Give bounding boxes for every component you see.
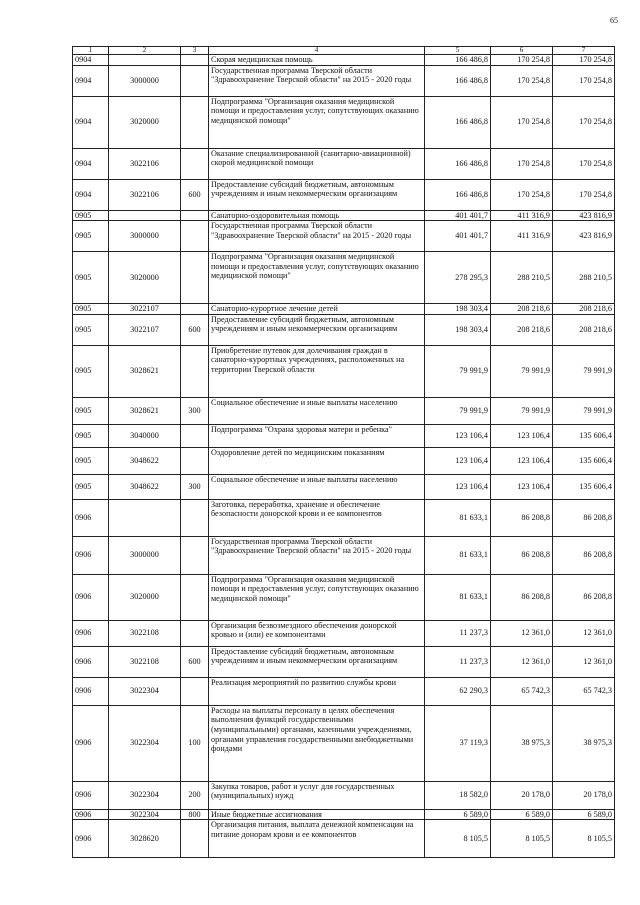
column-header: 2 — [109, 47, 181, 55]
expense-type-cell — [181, 65, 209, 96]
amount-2016-cell: 6 589,0 — [491, 809, 553, 820]
amount-2017-cell: 86 208,8 — [553, 574, 615, 620]
target-article-cell: 3022304 — [109, 677, 181, 705]
expense-type-cell — [181, 424, 209, 447]
expense-type-cell: 300 — [181, 397, 209, 424]
expense-type-cell — [181, 499, 209, 536]
amount-2016-cell: 170 254,8 — [491, 55, 553, 66]
table-row — [73, 620, 615, 646]
item-name-cell: Заготовка, переработка, хранение и обеспечение безопасности донорской крови и ее компонентов — [209, 499, 425, 536]
amount-2015-cell: 123 106,4 — [425, 447, 491, 474]
section-code-cell: 0905 — [73, 424, 109, 447]
target-article-cell: 3022106 — [109, 148, 181, 179]
amount-2017-cell: 170 254,8 — [553, 148, 615, 179]
amount-2016-cell: 170 254,8 — [491, 179, 553, 210]
amount-2015-cell: 6 589,0 — [425, 809, 491, 820]
amount-2017-cell: 12 361,0 — [553, 646, 615, 677]
section-code-cell: 0905 — [73, 210, 109, 221]
amount-2016-cell: 79 991,9 — [491, 397, 553, 424]
expense-type-cell — [181, 574, 209, 620]
item-name-cell: Иные бюджетные ассигнования — [209, 809, 425, 820]
expense-type-cell — [181, 221, 209, 252]
amount-2015-cell: 401 401,7 — [425, 221, 491, 252]
amount-2015-cell: 166 486,8 — [425, 179, 491, 210]
section-code-cell: 0905 — [73, 252, 109, 304]
amount-2015-cell: 81 633,1 — [425, 536, 491, 574]
table-row — [73, 705, 615, 781]
section-code-cell: 0906 — [73, 620, 109, 646]
column-header: 1 — [73, 47, 109, 55]
section-code-cell: 0906 — [73, 677, 109, 705]
section-code-cell: 0905 — [73, 474, 109, 499]
page-number: 65 — [610, 16, 618, 25]
table-row — [73, 677, 615, 705]
table-row — [73, 179, 615, 210]
table-row — [73, 65, 615, 96]
section-code-cell: 0904 — [73, 179, 109, 210]
expense-type-cell — [181, 447, 209, 474]
amount-2015-cell: 278 295,3 — [425, 252, 491, 304]
item-name-cell: Предоставление субсидий бюджетным, автономным учреждениям и иным некоммерческим организациям — [209, 646, 425, 677]
expense-type-cell: 600 — [181, 646, 209, 677]
section-code-cell: 0906 — [73, 781, 109, 809]
table-row — [73, 646, 615, 677]
target-article-cell: 3022108 — [109, 620, 181, 646]
amount-2016-cell: 8 105,5 — [491, 820, 553, 858]
amount-2015-cell: 62 290,3 — [425, 677, 491, 705]
amount-2015-cell: 198 303,4 — [425, 314, 491, 345]
section-code-cell: 0905 — [73, 304, 109, 315]
target-article-cell: 3000000 — [109, 221, 181, 252]
expense-type-cell — [181, 345, 209, 397]
amount-2016-cell: 86 208,8 — [491, 536, 553, 574]
amount-2015-cell: 18 582,0 — [425, 781, 491, 809]
expense-type-cell: 100 — [181, 705, 209, 781]
section-code-cell: 0905 — [73, 221, 109, 252]
amount-2015-cell: 81 633,1 — [425, 499, 491, 536]
amount-2015-cell: 123 106,4 — [425, 424, 491, 447]
table-row — [73, 210, 615, 221]
table-row — [73, 474, 615, 499]
amount-2016-cell: 86 208,8 — [491, 574, 553, 620]
table-row — [73, 447, 615, 474]
section-code-cell: 0905 — [73, 314, 109, 345]
item-name-cell: Оказание специализированной (санитарно-авиационной) скорой медицинской помощи — [209, 148, 425, 179]
table-row — [73, 148, 615, 179]
amount-2015-cell: 166 486,8 — [425, 96, 491, 148]
section-code-cell: 0905 — [73, 345, 109, 397]
table-row — [73, 424, 615, 447]
target-article-cell: 3020000 — [109, 252, 181, 304]
expense-type-cell — [181, 677, 209, 705]
amount-2015-cell: 198 303,4 — [425, 304, 491, 315]
target-article-cell: 3022108 — [109, 646, 181, 677]
expense-type-cell — [181, 620, 209, 646]
table-header-row — [73, 47, 615, 55]
expense-type-cell — [181, 820, 209, 858]
amount-2017-cell: 170 254,8 — [553, 96, 615, 148]
amount-2017-cell: 20 178,0 — [553, 781, 615, 809]
section-code-cell: 0906 — [73, 809, 109, 820]
expense-type-cell: 600 — [181, 314, 209, 345]
item-name-cell: Государственная программа Тверской области "Здравоохранение Тверской области" на 2015 - 2020 годы — [209, 221, 425, 252]
amount-2017-cell: 79 991,9 — [553, 345, 615, 397]
expense-type-cell — [181, 148, 209, 179]
amount-2016-cell: 170 254,8 — [491, 96, 553, 148]
section-code-cell: 0906 — [73, 574, 109, 620]
target-article-cell: 3022106 — [109, 179, 181, 210]
target-article-cell: 3022304 — [109, 781, 181, 809]
target-article-cell: 3022304 — [109, 809, 181, 820]
column-header: 7 — [553, 47, 615, 55]
target-article-cell: 3048622 — [109, 474, 181, 499]
target-article-cell: 3020000 — [109, 96, 181, 148]
expense-type-cell — [181, 96, 209, 148]
table-row — [73, 252, 615, 304]
section-code-cell: 0904 — [73, 65, 109, 96]
amount-2015-cell: 401 401,7 — [425, 210, 491, 221]
amount-2017-cell: 135 606,4 — [553, 474, 615, 499]
item-name-cell: Подпрограмма "Организация оказания медицинской помощи и предоставления услуг, сопутствующих оказанию медицинской помощи" — [209, 574, 425, 620]
amount-2016-cell: 411 316,9 — [491, 221, 553, 252]
amount-2017-cell: 12 361,0 — [553, 620, 615, 646]
column-header: 6 — [491, 47, 553, 55]
target-article-cell — [109, 210, 181, 221]
amount-2015-cell: 79 991,9 — [425, 397, 491, 424]
amount-2017-cell: 38 975,3 — [553, 705, 615, 781]
amount-2016-cell: 86 208,8 — [491, 499, 553, 536]
table-row — [73, 304, 615, 315]
section-code-cell: 0904 — [73, 55, 109, 66]
amount-2017-cell: 423 816,9 — [553, 221, 615, 252]
amount-2016-cell: 12 361,0 — [491, 646, 553, 677]
item-name-cell: Государственная программа Тверской области "Здравоохранение Тверской области" на 2015 - 2020 годы — [209, 65, 425, 96]
amount-2015-cell: 79 991,9 — [425, 345, 491, 397]
table-row — [73, 345, 615, 397]
amount-2015-cell: 166 486,8 — [425, 148, 491, 179]
table-row — [73, 781, 615, 809]
column-header: 4 — [209, 47, 425, 55]
item-name-cell: Организация безвозмездного обеспечения донорской кровью и (или) ее компонентами — [209, 620, 425, 646]
amount-2017-cell: 170 254,8 — [553, 179, 615, 210]
section-code-cell: 0906 — [73, 705, 109, 781]
item-name-cell: Оздоровление детей по медицинским показаниям — [209, 447, 425, 474]
amount-2016-cell: 79 991,9 — [491, 345, 553, 397]
expense-type-cell: 200 — [181, 781, 209, 809]
amount-2016-cell: 123 106,4 — [491, 447, 553, 474]
amount-2017-cell: 135 606,4 — [553, 447, 615, 474]
amount-2017-cell: 288 210,5 — [553, 252, 615, 304]
amount-2015-cell: 37 119,3 — [425, 705, 491, 781]
item-name-cell: Подпрограмма "Организация оказания медицинской помощи и предоставления услуг, сопутствующих оказанию медицинской помощи" — [209, 252, 425, 304]
target-article-cell: 3040000 — [109, 424, 181, 447]
target-article-cell: 3022107 — [109, 314, 181, 345]
item-name-cell: Закупка товаров, работ и услуг для государственных (муниципальных) нужд — [209, 781, 425, 809]
amount-2016-cell: 123 106,4 — [491, 474, 553, 499]
item-name-cell: Государственная программа Тверской области "Здравоохранение Тверской области" на 2015 - 2020 годы — [209, 536, 425, 574]
table-row — [73, 397, 615, 424]
expense-type-cell: 600 — [181, 179, 209, 210]
amount-2015-cell: 11 237,3 — [425, 620, 491, 646]
amount-2016-cell: 38 975,3 — [491, 705, 553, 781]
table-row — [73, 96, 615, 148]
item-name-cell: Санаторно-оздоровительная помощь — [209, 210, 425, 221]
amount-2017-cell: 86 208,8 — [553, 536, 615, 574]
target-article-cell — [109, 55, 181, 66]
column-header: 3 — [181, 47, 209, 55]
table-row — [73, 314, 615, 345]
item-name-cell: Санаторно-курортное лечение детей — [209, 304, 425, 315]
item-name-cell: Скорая медицинская помощь — [209, 55, 425, 66]
amount-2017-cell: 86 208,8 — [553, 499, 615, 536]
amount-2016-cell: 208 218,6 — [491, 314, 553, 345]
section-code-cell: 0906 — [73, 536, 109, 574]
amount-2016-cell: 170 254,8 — [491, 148, 553, 179]
expense-type-cell — [181, 304, 209, 315]
target-article-cell: 3000000 — [109, 536, 181, 574]
expense-type-cell: 800 — [181, 809, 209, 820]
section-code-cell: 0906 — [73, 820, 109, 858]
expense-type-cell — [181, 536, 209, 574]
table-row — [73, 574, 615, 620]
item-name-cell: Подпрограмма "Охрана здоровья матери и ребенка" — [209, 424, 425, 447]
section-code-cell: 0905 — [73, 447, 109, 474]
amount-2016-cell: 170 254,8 — [491, 65, 553, 96]
section-code-cell: 0905 — [73, 397, 109, 424]
table-row — [73, 809, 615, 820]
section-code-cell: 0904 — [73, 148, 109, 179]
amount-2017-cell: 79 991,9 — [553, 397, 615, 424]
item-name-cell: Социальное обеспечение и иные выплаты населению — [209, 474, 425, 499]
section-code-cell: 0906 — [73, 646, 109, 677]
amount-2017-cell: 135 606,4 — [553, 424, 615, 447]
section-code-cell: 0906 — [73, 499, 109, 536]
target-article-cell: 3028621 — [109, 397, 181, 424]
amount-2017-cell: 423 816,9 — [553, 210, 615, 221]
item-name-cell: Предоставление субсидий бюджетным, автономным учреждениям и иным некоммерческим организациям — [209, 179, 425, 210]
amount-2017-cell: 8 105,5 — [553, 820, 615, 858]
expense-type-cell — [181, 210, 209, 221]
amount-2017-cell: 208 218,6 — [553, 314, 615, 345]
amount-2015-cell: 81 633,1 — [425, 574, 491, 620]
target-article-cell: 3048622 — [109, 447, 181, 474]
item-name-cell: Расходы на выплаты персоналу в целях обеспечения выполнения функций государственными (муниципальными) органами, казенными учреждениями, органами управления государственными внебюджетными фондами — [209, 705, 425, 781]
amount-2015-cell: 123 106,4 — [425, 474, 491, 499]
amount-2017-cell: 6 589,0 — [553, 809, 615, 820]
item-name-cell: Приобретение путевок для долечивания граждан в санаторно-курортных учреждениях, расположенных на территории Тверской области — [209, 345, 425, 397]
item-name-cell: Организация питания, выплата денежной компенсации на питание донорам крови и ее компонентов — [209, 820, 425, 858]
table-row — [73, 55, 615, 66]
amount-2017-cell: 208 218,6 — [553, 304, 615, 315]
target-article-cell: 3028620 — [109, 820, 181, 858]
amount-2016-cell: 208 218,6 — [491, 304, 553, 315]
section-code-cell: 0904 — [73, 96, 109, 148]
amount-2015-cell: 166 486,8 — [425, 55, 491, 66]
amount-2015-cell: 166 486,8 — [425, 65, 491, 96]
target-article-cell: 3020000 — [109, 574, 181, 620]
target-article-cell: 3028621 — [109, 345, 181, 397]
column-header: 5 — [425, 47, 491, 55]
amount-2016-cell: 123 106,4 — [491, 424, 553, 447]
amount-2015-cell: 11 237,3 — [425, 646, 491, 677]
target-article-cell: 3000000 — [109, 65, 181, 96]
item-name-cell: Социальное обеспечение и иные выплаты населению — [209, 397, 425, 424]
amount-2015-cell: 8 105,5 — [425, 820, 491, 858]
table-row — [73, 499, 615, 536]
table-row — [73, 536, 615, 574]
item-name-cell: Подпрограмма "Организация оказания медицинской помощи и предоставления услуг, сопутствующих оказанию медицинской помощи" — [209, 96, 425, 148]
item-name-cell: Реализация мероприятий по развитию службы крови — [209, 677, 425, 705]
target-article-cell — [109, 499, 181, 536]
expense-type-cell — [181, 252, 209, 304]
amount-2016-cell: 411 316,9 — [491, 210, 553, 221]
amount-2016-cell: 12 361,0 — [491, 620, 553, 646]
amount-2017-cell: 65 742,3 — [553, 677, 615, 705]
budget-table — [72, 46, 615, 858]
table-row — [73, 221, 615, 252]
amount-2017-cell: 170 254,8 — [553, 55, 615, 66]
amount-2016-cell: 288 210,5 — [491, 252, 553, 304]
target-article-cell: 3022107 — [109, 304, 181, 315]
amount-2017-cell: 170 254,8 — [553, 65, 615, 96]
amount-2016-cell: 20 178,0 — [491, 781, 553, 809]
amount-2016-cell: 65 742,3 — [491, 677, 553, 705]
item-name-cell: Предоставление субсидий бюджетным, автономным учреждениям и иным некоммерческим организациям — [209, 314, 425, 345]
table-row — [73, 820, 615, 858]
target-article-cell: 3022304 — [109, 705, 181, 781]
expense-type-cell — [181, 55, 209, 66]
expense-type-cell: 300 — [181, 474, 209, 499]
